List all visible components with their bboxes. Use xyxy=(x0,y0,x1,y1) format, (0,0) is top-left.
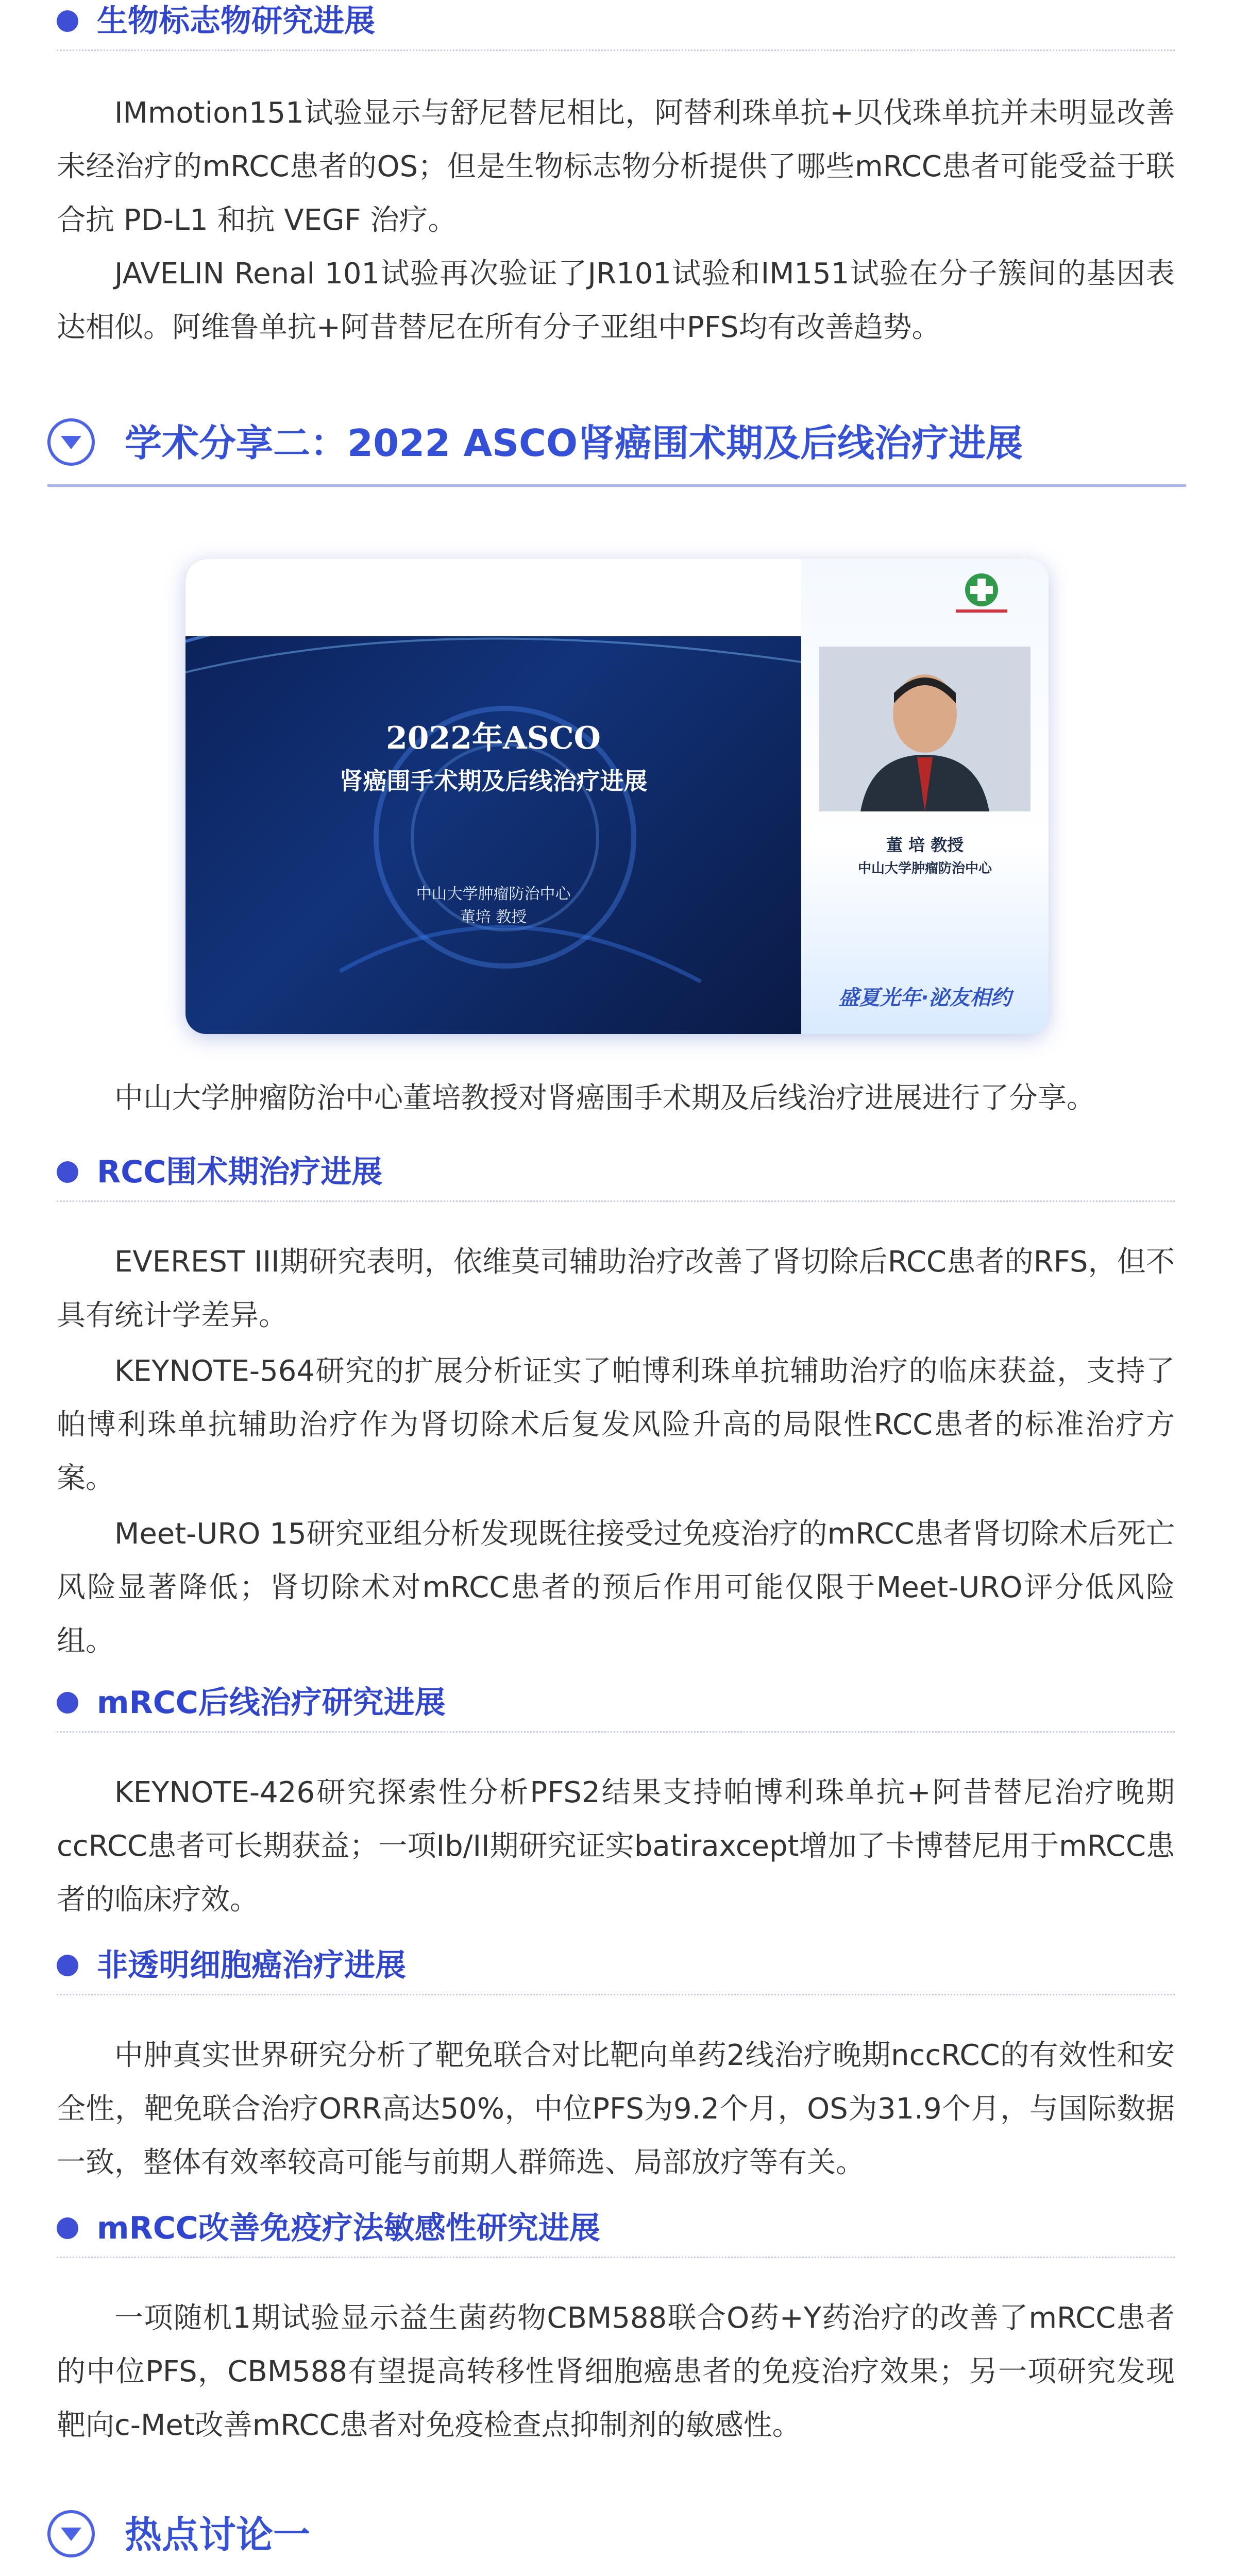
bullet-dot-icon xyxy=(57,2217,78,2239)
section-header-discussion xyxy=(47,2499,1186,2576)
speaker-org: 中山大学肿瘤防治中心 xyxy=(857,861,992,876)
chevron-down-circle-icon xyxy=(47,2510,95,2557)
paragraph: KEYNOTE-426研究探索性分析PFS2结果支持帕博利珠单抗+阿昔替尼治疗晚期ccRCC患者可长期获益；一项Ib/II期研究证实batiraxcept增加了卡博替尼用于mRCC患者的临床疗效。 xyxy=(57,1776,1175,1917)
subheading-nccrcc xyxy=(57,1947,1175,1995)
slide-title-line1: 2022年ASCO xyxy=(386,720,601,756)
paragraph: KEYNOTE-564研究的扩展分析证实了帕博利珠单抗辅助治疗的临床获益，支持了帕博利珠单抗辅助治疗作为肾切除术后复发风险升高的局限性RCC患者的标准治疗方案。 xyxy=(57,1354,1175,1495)
subheading-text: mRCC后线治疗研究进展 xyxy=(97,1685,446,1721)
paragraph: 一项随机1期试验显示益生菌药物CBM588联合O药+Y药治疗的改善了mRCC患者的中位PFS，CBM588有望提高转移性肾细胞癌患者的免疫治疗效果；另一项研究发现靶向c-Met改善mRCC患者对免疫检查点抑制剂的敏感性。 xyxy=(57,2301,1175,2442)
speaker-panel xyxy=(801,559,1049,1034)
speaker-video xyxy=(819,647,1031,811)
section-header-share2 xyxy=(47,407,1186,487)
slide-org: 中山大学肿瘤防治中心 xyxy=(416,885,571,903)
paragraph: Meet-URO 15研究亚组分析发现既往接受过免疫治疗的mRCC患者肾切除术后死亡风险显著降低；肾切除术对mRCC患者的预后作用可能仅限于Meet-URO评分低风险组。 xyxy=(57,1517,1175,1658)
subheading-mrcc-later xyxy=(57,1685,1175,1733)
subheading-text: mRCC改善免疫疗法敏感性研究进展 xyxy=(97,2210,600,2246)
bullet-dot-icon xyxy=(57,1692,78,1714)
subheading-text: RCC围术期治疗进展 xyxy=(97,1154,383,1190)
slide-speaker: 董培 教授 xyxy=(460,908,527,926)
paragraph: JAVELIN Renal 101试验再次验证了JR101试验和IM151试验在分子簇间的基因表达相似。阿维鲁单抗+阿昔替尼在所有分子亚组中PFS均有改善趋势。 xyxy=(57,257,1175,344)
subheading-text: 非透明细胞癌治疗进展 xyxy=(97,1947,406,1984)
section-title: 学术分享二：2022 ASCO肾癌围术期及后线治疗进展 xyxy=(125,421,1023,465)
paragraph: EVEREST III期研究表明，依维莫司辅助治疗改善了肾切除后RCC患者的RFS，但不具有统计学差异。 xyxy=(57,1245,1175,1332)
bullet-dot-icon xyxy=(57,1955,78,1976)
subheading-rcc-periop xyxy=(57,1154,1175,1202)
bullet-dot-icon xyxy=(57,10,78,32)
paragraph: 中山大学肿瘤防治中心董培教授对肾癌围手术期及后线治疗进展进行了分享。 xyxy=(114,1081,1095,1115)
slide-photo xyxy=(185,559,1049,1034)
subheading-io-sensitivity xyxy=(57,2210,1175,2258)
section-title: 热点讨论一 xyxy=(125,2513,311,2556)
event-banner-logo: 盛夏光年·泌友相约 xyxy=(838,986,1011,1010)
subheading-text: 生物标志物研究进展 xyxy=(97,3,375,39)
speaker-name: 董 培 教授 xyxy=(886,835,964,855)
bullet-dot-icon xyxy=(57,1161,78,1183)
slide-title-line2: 肾癌围手术期及后线治疗进展 xyxy=(339,767,648,795)
paragraph: IMmotion151试验显示与舒尼替尼相比，阿替利珠单抗+贝伐珠单抗并未明显改善未经治疗的mRCC患者的OS；但是生物标志物分析提供了哪些mRCC患者可能受益于联合抗 PD-L1 和抗 VEGF 治疗。 xyxy=(57,96,1175,237)
chevron-down-circle-icon xyxy=(47,418,95,466)
hospital-logo xyxy=(951,569,1012,616)
paragraph: 中肿真实世界研究分析了靶免联合对比靶向单药2线治疗晚期nccRCC的有效性和安全性，靶免联合治疗ORR高达50%，中位PFS为9.2个月，OS为31.9个月，与国际数据一致，整体有效率较高可能与前期人群筛选、局部放疗等有关。 xyxy=(57,2039,1175,2179)
slide-panel xyxy=(185,559,801,1034)
subheading-biomarker xyxy=(57,3,1175,51)
